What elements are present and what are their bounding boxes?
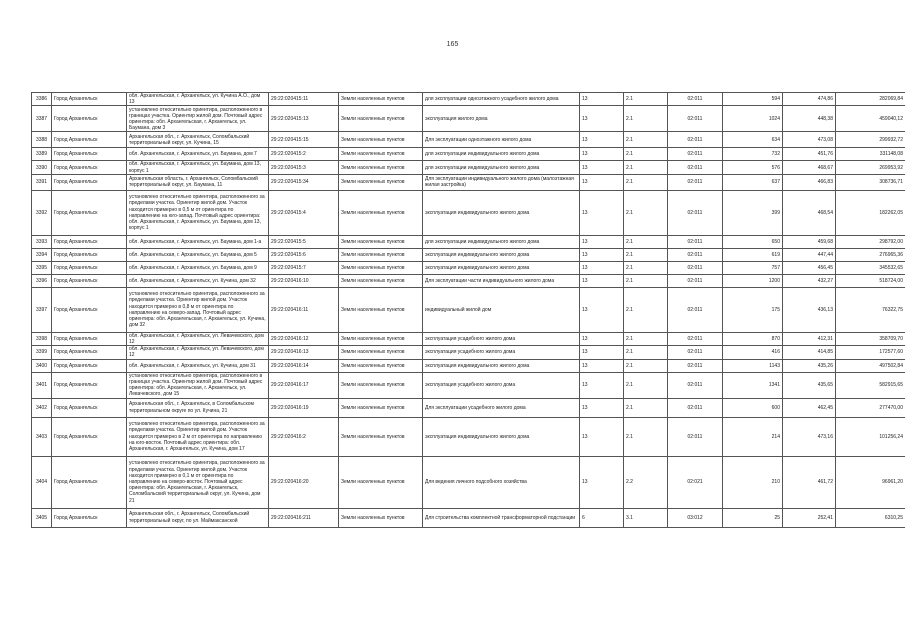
cell-use: Для эксплуатации одноэтажного жилого дома <box>423 132 580 148</box>
cell-num: 3400 <box>32 359 52 372</box>
cell-city: Город Архангельск <box>52 332 127 345</box>
cell-group: 13 <box>580 287 624 332</box>
cell-category: Земли населенных пунктов <box>339 148 423 161</box>
cell-area: 214 <box>723 417 783 456</box>
cell-city: Город Архангельск <box>52 174 127 190</box>
cell-category: Земли населенных пунктов <box>339 456 423 508</box>
table-row <box>32 456 905 508</box>
cell-address: обл. Архангельская, г. Архангельск, ул. Левачевского, дом 12 <box>127 346 269 359</box>
table-row <box>32 398 905 417</box>
cell-group: 13 <box>580 132 624 148</box>
table-row <box>32 274 905 287</box>
cell-group: 13 <box>580 346 624 359</box>
cell-category: Земли населенных пунктов <box>339 132 423 148</box>
cell-group: 13 <box>580 456 624 508</box>
cell-num: 3397 <box>32 287 52 332</box>
cell-area: 576 <box>723 161 783 174</box>
cell-address: обл. Архангельская, г. Архангельск, ул. Баумана, дом 7 <box>127 148 269 161</box>
cell-area: 732 <box>723 148 783 161</box>
cell-cadastral: 29:22:020415:5 <box>269 235 339 248</box>
cell-address: Архангельская обл., г. Архангельск, Соломбальский территориальный округ, по ул. Маймаксанской <box>127 508 269 527</box>
cell-city: Город Архангельск <box>52 248 127 261</box>
cell-value: 269953,92 <box>836 161 905 174</box>
cell-city: Город Архангельск <box>52 508 127 527</box>
cell-num: 3386 <box>32 93 52 106</box>
cell-group: 13 <box>580 417 624 456</box>
cell-cadastral: 29:22:020416:13 <box>269 346 339 359</box>
cell-subgroup: 2.1 <box>624 346 668 359</box>
table-row <box>32 174 905 190</box>
cell-rate: 456,45 <box>783 261 836 274</box>
cell-rate: 436,13 <box>783 287 836 332</box>
cell-rate: 414,85 <box>783 346 836 359</box>
cell-rate: 435,65 <box>783 372 836 398</box>
cell-city: Город Архангельск <box>52 161 127 174</box>
cell-subgroup: 2.1 <box>624 93 668 106</box>
cell-subgroup: 2.1 <box>624 359 668 372</box>
cell-use: для эксплуатации индивидуального жилого дома <box>423 235 580 248</box>
cell-address: Архангельская область, г. Архангельск, Соломбальский территориальный округ, ул. Баумана, 11 <box>127 174 269 190</box>
table-row <box>32 132 905 148</box>
cell-city: Город Архангельск <box>52 346 127 359</box>
cell-area: 1143 <box>723 359 783 372</box>
cell-city: Город Архангельск <box>52 456 127 508</box>
cell-address: установлено относительно ориентира, расположенного за пределами участка. Ориентир жилой дом. Участок находится примерно в 0,1 м от ориентира по направлению на северо-восток. Почтовый адрес ориентира: обл. Архангельская, г. Архангельск, Соломбальский территориальный округ, ул. Кучина, дом 21 <box>127 456 269 508</box>
cell-value: 497502,84 <box>836 359 905 372</box>
cell-value: 76322,75 <box>836 287 905 332</box>
table-row <box>32 372 905 398</box>
cell-code: 02:011 <box>668 274 723 287</box>
cell-value: 358709,70 <box>836 332 905 345</box>
cell-cadastral: 29:22:020416:211 <box>269 508 339 527</box>
cell-code: 02:011 <box>668 190 723 235</box>
cell-cadastral: 29:22:020416:14 <box>269 359 339 372</box>
cell-value: 299932,72 <box>836 132 905 148</box>
cell-value: 6310,25 <box>836 508 905 527</box>
cell-address: обл. Архангельская, г. Архангельск, ул. Кучина, дом 32 <box>127 274 269 287</box>
table-row <box>32 106 905 132</box>
cell-use: Для эксплуатации части индивидуального жилого дома <box>423 274 580 287</box>
cell-code: 02:021 <box>668 456 723 508</box>
cell-rate: 461,72 <box>783 456 836 508</box>
cell-area: 25 <box>723 508 783 527</box>
cell-subgroup: 3.1 <box>624 508 668 527</box>
cell-subgroup: 2.1 <box>624 148 668 161</box>
cell-group: 13 <box>580 161 624 174</box>
cell-subgroup: 2.1 <box>624 106 668 132</box>
cell-rate: 448,38 <box>783 106 836 132</box>
cell-group: 13 <box>580 359 624 372</box>
cell-cadastral: 29:22:020415:15 <box>269 132 339 148</box>
cell-city: Город Архангельск <box>52 261 127 274</box>
cell-code: 02:011 <box>668 132 723 148</box>
cell-subgroup: 2.1 <box>624 332 668 345</box>
cell-cadastral: 29:22:020415:6 <box>269 248 339 261</box>
cell-category: Земли населенных пунктов <box>339 274 423 287</box>
cell-category: Земли населенных пунктов <box>339 359 423 372</box>
cell-rate: 412,31 <box>783 332 836 345</box>
cell-address: Архангельская обл., г. Архангельск, Соломбальский территориальный округ, ул. Кучина, 15 <box>127 132 269 148</box>
cell-code: 02:011 <box>668 235 723 248</box>
cell-area: 175 <box>723 287 783 332</box>
table-row <box>32 287 905 332</box>
cell-num: 3401 <box>32 372 52 398</box>
cell-area: 1200 <box>723 274 783 287</box>
cell-category: Земли населенных пунктов <box>339 235 423 248</box>
cell-cadastral: 29:22:020415:7 <box>269 261 339 274</box>
cell-group: 13 <box>580 372 624 398</box>
cell-rate: 451,76 <box>783 148 836 161</box>
cell-use: эксплуатация усадебного жилого дома <box>423 372 580 398</box>
cell-cadastral: 29:22:020416:17 <box>269 372 339 398</box>
cell-num: 3391 <box>32 174 52 190</box>
cell-rate: 459,68 <box>783 235 836 248</box>
cell-value: 276965,36 <box>836 248 905 261</box>
cell-use: индивидуальный жилой дом <box>423 287 580 332</box>
cell-category: Земли населенных пунктов <box>339 261 423 274</box>
cell-address: обл. Архангельская, г. Архангельск, ул. Кучина, дом 31 <box>127 359 269 372</box>
cell-cadastral: 29:22:020416:12 <box>269 332 339 345</box>
cell-num: 3393 <box>32 235 52 248</box>
cell-code: 02:011 <box>668 287 723 332</box>
page-number: 165 <box>446 41 459 48</box>
table-row <box>32 417 905 456</box>
cell-group: 13 <box>580 332 624 345</box>
cell-subgroup: 2.1 <box>624 274 668 287</box>
cell-group: 13 <box>580 190 624 235</box>
cell-use: для эксплуатации индивидуального жилого дома <box>423 161 580 174</box>
cell-area: 600 <box>723 398 783 417</box>
cell-subgroup: 2.1 <box>624 398 668 417</box>
cell-num: 3398 <box>32 332 52 345</box>
cell-category: Земли населенных пунктов <box>339 417 423 456</box>
cell-group: 13 <box>580 235 624 248</box>
cell-city: Город Архангельск <box>52 132 127 148</box>
cell-group: 13 <box>580 174 624 190</box>
table-row <box>32 161 905 174</box>
cell-use: эксплуатация индивидуального жилого дома <box>423 261 580 274</box>
cell-num: 3387 <box>32 106 52 132</box>
cell-city: Город Архангельск <box>52 148 127 161</box>
cell-category: Земли населенных пунктов <box>339 93 423 106</box>
cell-code: 03:012 <box>668 508 723 527</box>
cell-address: установлено относительно ориентира, расположенного за пределами участка. Ориентир жилой дом. Участок находится примерно в 2 м от ориентира по направлению на юго-восток. Почтовый адрес ориентира: обл. Архангельская, г. Архангельск, ул. Кучина, дом 17 <box>127 417 269 456</box>
cell-area: 650 <box>723 235 783 248</box>
cell-use: эксплуатация усадебного жилого дома <box>423 346 580 359</box>
cell-code: 02:011 <box>668 93 723 106</box>
table-row <box>32 248 905 261</box>
cell-subgroup: 2.1 <box>624 132 668 148</box>
cell-address: установлено относительно ориентира, расположенного за пределами участка. Ориентир жилой дом. Участок находится примерно в 0,8 м от ориентира по направлению на северо-запад. Почтовый адрес ориентира: обл. Архангельская, г. Архангельск, ул. Кучина, дом 32 <box>127 287 269 332</box>
cell-value: 582915,65 <box>836 372 905 398</box>
cell-cadastral: 29:22:020416:10 <box>269 274 339 287</box>
table-body <box>32 93 905 528</box>
cell-rate: 435,26 <box>783 359 836 372</box>
cell-rate: 432,27 <box>783 274 836 287</box>
cell-city: Город Архангельск <box>52 359 127 372</box>
cell-num: 3395 <box>32 261 52 274</box>
cell-value: 331148,08 <box>836 148 905 161</box>
cell-use: Для эксплуатации индивидуального жилого дома (малоэтажная жилая застройка) <box>423 174 580 190</box>
cell-code: 02:011 <box>668 174 723 190</box>
cell-code: 02:011 <box>668 148 723 161</box>
cell-address: обл. Архангельская, г. Архангельск, ул. Кучина А.О., дом 13 <box>127 93 269 106</box>
cell-area: 757 <box>723 261 783 274</box>
table-row <box>32 359 905 372</box>
cell-value: 182262,05 <box>836 190 905 235</box>
cell-num: 3399 <box>32 346 52 359</box>
cell-num: 3388 <box>32 132 52 148</box>
cell-address: обл. Архангельская, г. Архангельск, ул. Баумана, дом 5 <box>127 248 269 261</box>
cell-category: Земли населенных пунктов <box>339 508 423 527</box>
cell-category: Земли населенных пунктов <box>339 398 423 417</box>
cell-cadastral: 29:22:020416:20 <box>269 456 339 508</box>
cell-cadastral: 29:22:020415:34 <box>269 174 339 190</box>
cell-rate: 473,08 <box>783 132 836 148</box>
cell-group: 13 <box>580 248 624 261</box>
cell-code: 02:011 <box>668 372 723 398</box>
cell-value: 282069,84 <box>836 93 905 106</box>
cell-group: 13 <box>580 398 624 417</box>
cell-city: Город Архангельск <box>52 106 127 132</box>
cell-rate: 252,41 <box>783 508 836 527</box>
cell-address: обл. Архангельская, г. Архангельск, ул. Баумана, дом 9 <box>127 261 269 274</box>
cell-code: 02:011 <box>668 248 723 261</box>
cell-address: обл. Архангельская, г. Архангельск, ул. Левачевского, дом 12 <box>127 332 269 345</box>
cell-code: 02:011 <box>668 161 723 174</box>
cell-address: установлено относительно ориентира, расположенного в границах участка. Ориентир жилой дом. Почтовый адрес ориентира: обл. Архангельская, г. Архангельск, ул. Левачевского, дом 15 <box>127 372 269 398</box>
cell-use: Для эксплуатации усадебного жилого дома <box>423 398 580 417</box>
cell-category: Земли населенных пунктов <box>339 372 423 398</box>
cell-subgroup: 2.1 <box>624 248 668 261</box>
cell-area: 594 <box>723 93 783 106</box>
cell-code: 02:011 <box>668 106 723 132</box>
cell-use: для эксплуатации индивидуального жилого дома <box>423 148 580 161</box>
cell-group: 13 <box>580 261 624 274</box>
cell-value: 298792,00 <box>836 235 905 248</box>
cell-subgroup: 2.2 <box>624 456 668 508</box>
cell-use: Для ведения личного подсобного хозяйства <box>423 456 580 508</box>
cell-city: Город Архангельск <box>52 417 127 456</box>
cell-city: Город Архангельск <box>52 190 127 235</box>
cell-value: 172577,60 <box>836 346 905 359</box>
cell-address: установлено относительно ориентира, расположенного в границах участка. Ориентир жилой дом. Почтовый адрес ориентира: обл. Архангельская, г. Архангельск, ул. Баумана, дом 3 <box>127 106 269 132</box>
cell-use: эксплуатация усадебного жилого дома <box>423 332 580 345</box>
cell-cadastral: 29:22:020415:4 <box>269 190 339 235</box>
cell-subgroup: 2.1 <box>624 417 668 456</box>
cell-num: 3405 <box>32 508 52 527</box>
cell-group: 13 <box>580 93 624 106</box>
cell-city: Город Архангельск <box>52 93 127 106</box>
cell-cadastral: 29:22:020415:11 <box>269 93 339 106</box>
cell-rate: 474,86 <box>783 93 836 106</box>
cell-rate: 466,83 <box>783 174 836 190</box>
cell-use: эксплуатация индивидуального жилого дома <box>423 417 580 456</box>
cell-cadastral: 29:22:020416:11 <box>269 287 339 332</box>
cell-area: 210 <box>723 456 783 508</box>
cell-area: 619 <box>723 248 783 261</box>
cell-area: 637 <box>723 174 783 190</box>
cell-category: Земли населенных пунктов <box>339 332 423 345</box>
cell-cadastral: 29:22:020415:3 <box>269 161 339 174</box>
cell-group: 13 <box>580 148 624 161</box>
cell-subgroup: 2.1 <box>624 287 668 332</box>
cell-num: 3396 <box>32 274 52 287</box>
table-row <box>32 148 905 161</box>
cell-value: 277470,00 <box>836 398 905 417</box>
cell-category: Земли населенных пунктов <box>339 174 423 190</box>
cell-use: эксплуатация индивидуального жилого дома <box>423 190 580 235</box>
cell-value: 96961,20 <box>836 456 905 508</box>
cell-value: 518724,00 <box>836 274 905 287</box>
cell-city: Город Архангельск <box>52 287 127 332</box>
cell-rate: 462,45 <box>783 398 836 417</box>
cell-area: 1341 <box>723 372 783 398</box>
cell-subgroup: 2.1 <box>624 174 668 190</box>
cell-rate: 468,67 <box>783 161 836 174</box>
cell-use: Для строительства комплектной трансформаторной подстанции <box>423 508 580 527</box>
cell-cadastral: 29:22:020415:2 <box>269 148 339 161</box>
cell-code: 02:011 <box>668 417 723 456</box>
cell-code: 02:011 <box>668 359 723 372</box>
cell-num: 3404 <box>32 456 52 508</box>
cell-use: эксплуатация индивидуального жилого дома <box>423 248 580 261</box>
cell-address: Архангельская обл., г. Архангельск, в Соломбальском территориальном округе по ул. Кучина, 21 <box>127 398 269 417</box>
cell-category: Земли населенных пунктов <box>339 346 423 359</box>
table-row <box>32 190 905 235</box>
cell-cadastral: 29:22:020416:19 <box>269 398 339 417</box>
cell-city: Город Архангельск <box>52 398 127 417</box>
cell-rate: 468,54 <box>783 190 836 235</box>
cell-code: 02:011 <box>668 398 723 417</box>
cell-code: 02:011 <box>668 332 723 345</box>
cell-subgroup: 2.1 <box>624 161 668 174</box>
cell-address: обл. Архангельская, г. Архангельск, ул. Баумана, дом 13, корпус 1 <box>127 161 269 174</box>
cell-category: Земли населенных пунктов <box>339 106 423 132</box>
table-row <box>32 235 905 248</box>
cell-num: 3394 <box>32 248 52 261</box>
cell-num: 3389 <box>32 148 52 161</box>
cell-area: 416 <box>723 346 783 359</box>
cell-value: 345532,65 <box>836 261 905 274</box>
cell-cadastral: 29:22:020416:2 <box>269 417 339 456</box>
cell-subgroup: 2.1 <box>624 261 668 274</box>
cell-use: эксплуатация жилого дома <box>423 106 580 132</box>
cell-num: 3402 <box>32 398 52 417</box>
cell-num: 3403 <box>32 417 52 456</box>
cell-area: 1024 <box>723 106 783 132</box>
cell-address: установлено относительно ориентира, расположенного за пределами участка. Ориентир жилой дом. Участок находится примерно в 0,5 м от ориентира по направлению на юго-запад. Почтовый адрес ориентира: обл. Архангельская, г. Архангельск, ул. Баумана, дом 13, корпус 1 <box>127 190 269 235</box>
table-row <box>32 261 905 274</box>
cell-city: Город Архангельск <box>52 372 127 398</box>
cell-rate: 447,44 <box>783 248 836 261</box>
cell-group: 13 <box>580 106 624 132</box>
table-row <box>32 346 905 359</box>
cadastral-value-table <box>31 92 905 528</box>
cell-category: Земли населенных пунктов <box>339 161 423 174</box>
cell-category: Земли населенных пунктов <box>339 287 423 332</box>
cell-area: 634 <box>723 132 783 148</box>
cell-address: обл. Архангельская, г. Архангельск, ул. Баумана, дом 1-а <box>127 235 269 248</box>
cell-cadastral: 29:22:020415:13 <box>269 106 339 132</box>
cell-area: 870 <box>723 332 783 345</box>
cell-use: для эксплуатации одноэтажного усадебного жилого дома <box>423 93 580 106</box>
table-row <box>32 93 905 106</box>
cell-subgroup: 2.1 <box>624 372 668 398</box>
cell-value: 308736,71 <box>836 174 905 190</box>
cell-city: Город Архангельск <box>52 235 127 248</box>
cell-city: Город Архангельск <box>52 274 127 287</box>
cell-code: 02:011 <box>668 261 723 274</box>
cell-code: 02:011 <box>668 346 723 359</box>
table-row <box>32 508 905 527</box>
cell-category: Земли населенных пунктов <box>339 248 423 261</box>
cell-group: 6 <box>580 508 624 527</box>
cell-subgroup: 2.1 <box>624 235 668 248</box>
table-row <box>32 332 905 345</box>
cell-area: 399 <box>723 190 783 235</box>
cell-group: 13 <box>580 274 624 287</box>
cell-category: Земли населенных пунктов <box>339 190 423 235</box>
cell-subgroup: 2.1 <box>624 190 668 235</box>
cell-use: эксплуатация индивидуального жилого дома <box>423 359 580 372</box>
cell-num: 3392 <box>32 190 52 235</box>
cell-value: 459040,12 <box>836 106 905 132</box>
cell-num: 3390 <box>32 161 52 174</box>
cell-rate: 473,16 <box>783 417 836 456</box>
cell-value: 101256,24 <box>836 417 905 456</box>
